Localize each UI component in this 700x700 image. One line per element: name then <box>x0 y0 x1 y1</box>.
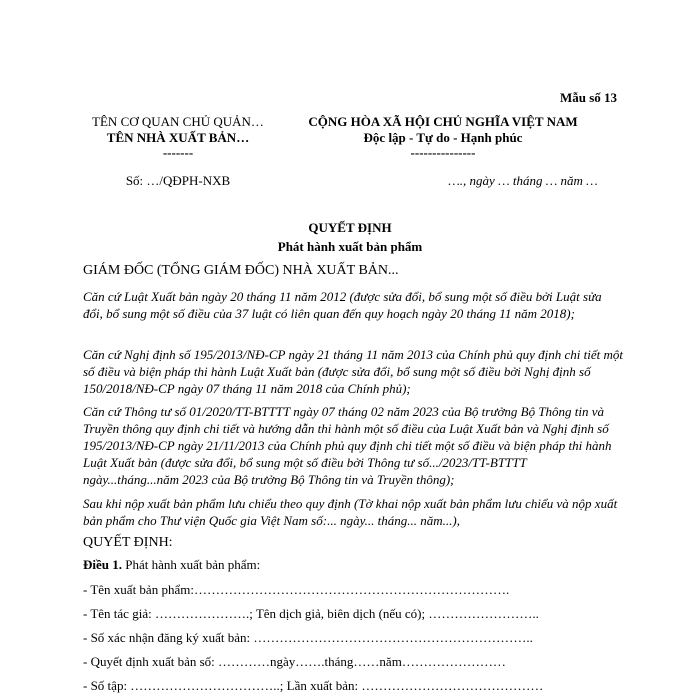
document-number: Số: …/QĐPH-NXB <box>125 173 231 188</box>
field-publication-title: - Tên xuất bản phẩm:………………………………………………………………. <box>83 582 510 597</box>
field-registration-number: - Số xác nhận đăng ký xuất bản: ……………………………………………………….. <box>83 630 533 645</box>
field-publishing-decision: - Quyết định xuất bản số: …………ngày…….tháng……năm…………………… <box>83 654 506 669</box>
decides-heading: QUYẾT ĐỊNH: <box>83 535 173 550</box>
agency-line-1: TÊN CƠ QUAN CHỦ QUẢN… <box>92 114 264 129</box>
agency-line-2: TÊN NHÀ XUẤT BẢN… <box>106 130 250 145</box>
national-motto: Độc lập - Tự do - Hạnh phúc <box>363 130 523 145</box>
form-number: Mẫu số 13 <box>559 90 617 105</box>
legal-ground-circular: Căn cứ Thông tư số 01/2020/TT-BTTTT ngày 07 tháng 02 năm 2023 của Bộ trưởng Bộ Thông tin và Truyền thông quy định chi tiết và hướng dẫn thi hành một số điều của Luật Xuất bản và Nghị định số 195/2013/NĐ-CP ngày 21/11/2013 của Chính phủ quy định chi tiết một số điều và biện pháp thi hành Luật Xuất bản (được sửa đổi, bổ sung một số điều bởi Thông tư số.../2023/TT-BTTTT ngày...tháng...năm 2023 của Bộ trưởng Bộ Thông tin và Truyền thông); <box>83 404 612 487</box>
document-title: QUYẾT ĐỊNH <box>308 220 392 235</box>
field-volume-edition: - Số tập: ……………………………..; Lần xuất bản: …………………………………… <box>83 678 544 693</box>
article-1-text: Phát hành xuất bản phẩm: <box>122 557 261 572</box>
article-1 <box>83 557 260 573</box>
motto-divider: --------------- <box>410 145 476 160</box>
date-line: …., ngày … tháng … năm … <box>448 173 598 188</box>
issuing-authority: GIÁM ĐỐC (TỔNG GIÁM ĐỐC) NHÀ XUẤT BẢN... <box>83 263 399 278</box>
article-1-label: Điều 1. <box>83 557 122 572</box>
document-subtitle: Phát hành xuất bản phẩm <box>277 239 423 254</box>
legal-ground-law: Căn cứ Luật Xuất bản ngày 20 tháng 11 năm 2012 (được sửa đổi, bổ sung một số điều bởi Luật sửa đổi, bổ sung một số điều của 37 luật có liên quan đến quy hoạch ngày 20 tháng 11 năm 2018); <box>83 289 602 321</box>
agency-divider: ------- <box>162 145 194 160</box>
nation-name: CỘNG HÒA XÃ HỘI CHỦ NGHĨA VIỆT NAM <box>308 114 578 129</box>
legal-ground-deposit: Sau khi nộp xuất bản phẩm lưu chiểu theo quy định (Tờ khai nộp xuất bản phẩm lưu chiểu và nộp xuất bản phẩm cho Thư viện Quốc gia Việt Nam số:... ngày... tháng... năm...), <box>83 496 618 528</box>
legal-ground-decree: Căn cứ Nghị định số 195/2013/NĐ-CP ngày 21 tháng 11 năm 2013 của Chính phủ quy định chi tiết một số điều và biện pháp thi hành Luật Xuất bản (được sửa đổi, bổ sung một số điều bởi Nghị định số 150/2018/NĐ-CP ngày 07 tháng 11 năm 2018 của Chính phủ); <box>83 347 623 396</box>
field-author-translator: - Tên tác giả: ………………….; Tên dịch giả, biên dịch (nếu có); …………………….. <box>83 606 539 621</box>
